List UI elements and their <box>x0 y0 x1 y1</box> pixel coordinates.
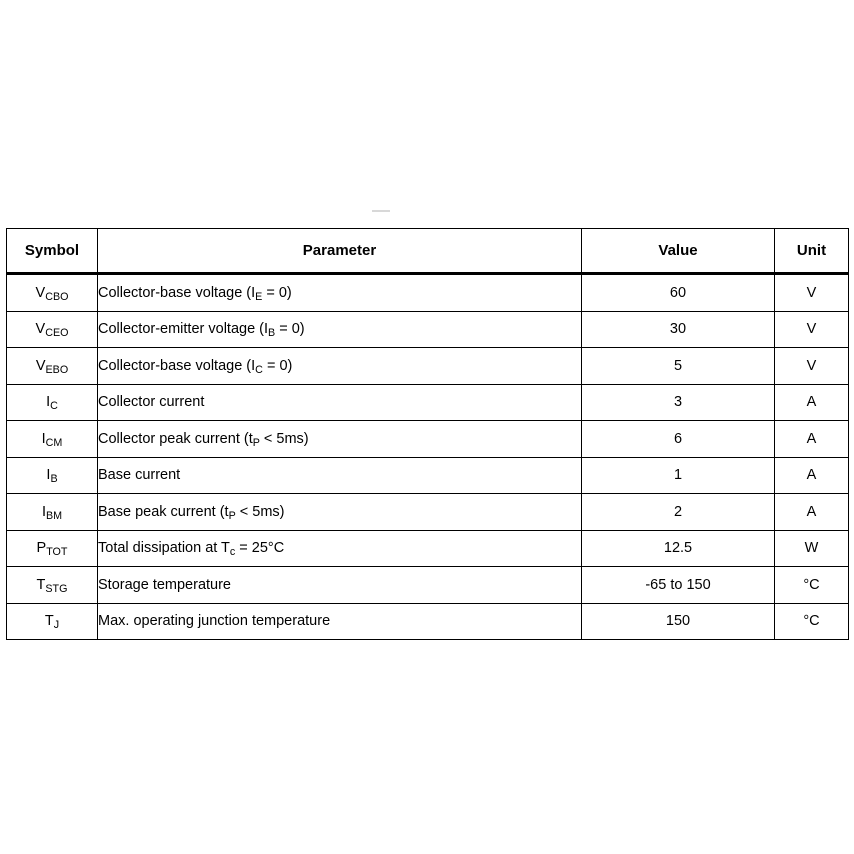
cell-unit: A <box>775 421 849 458</box>
parameter-text-suffix: < 5ms) <box>235 503 285 520</box>
cell-symbol <box>7 348 98 385</box>
parameter-text: Base current <box>98 467 181 484</box>
cell-symbol <box>7 603 98 640</box>
symbol-base: I <box>41 430 46 447</box>
cell-unit: V <box>775 348 849 385</box>
cell-parameter <box>98 494 582 531</box>
cell-unit: V <box>775 311 849 348</box>
cell-value: 12.5 <box>582 530 775 567</box>
cell-parameter <box>98 421 582 458</box>
symbol-subscript: BM <box>45 509 63 522</box>
table-row <box>7 457 849 494</box>
cell-symbol <box>7 494 98 531</box>
symbol-base: I <box>41 503 46 520</box>
cell-symbol <box>7 311 98 348</box>
parameter-text: Collector-base voltage (I <box>98 357 256 374</box>
table-body <box>7 274 849 640</box>
cell-unit: W <box>775 530 849 567</box>
parameter-text: Collector-emitter voltage (I <box>98 321 269 338</box>
cell-value: 5 <box>582 348 775 385</box>
cell-symbol <box>7 421 98 458</box>
cell-unit: °C <box>775 567 849 604</box>
symbol-base: T <box>36 576 46 593</box>
cell-symbol <box>7 567 98 604</box>
symbol-subscript: CM <box>45 436 63 449</box>
cell-unit: A <box>775 457 849 494</box>
parameter-text-suffix: < 5ms) <box>259 430 309 447</box>
symbol-subscript: B <box>50 473 58 486</box>
parameter-subscript: P <box>228 509 236 522</box>
cell-value: 2 <box>582 494 775 531</box>
symbol-subscript: J <box>53 619 60 632</box>
table-row <box>7 348 849 385</box>
parameter-text: Total dissipation at T <box>98 540 230 557</box>
symbol-base: V <box>35 284 46 301</box>
cell-symbol <box>7 274 98 312</box>
symbol-subscript: CEO <box>45 327 69 340</box>
absolute-maximum-ratings-table <box>6 228 848 640</box>
symbol-subscript: STG <box>45 582 68 595</box>
column-header-symbol: Symbol <box>7 229 98 274</box>
stray-scan-mark <box>372 210 390 212</box>
symbol-subscript: CBO <box>45 290 69 303</box>
cell-value: -65 to 150 <box>582 567 775 604</box>
cell-parameter <box>98 457 582 494</box>
symbol-base: V <box>35 357 46 374</box>
column-header-parameter: Parameter <box>98 229 582 274</box>
cell-parameter <box>98 530 582 567</box>
symbol-subscript: C <box>50 400 58 413</box>
table-header <box>7 229 849 274</box>
cell-unit: A <box>775 494 849 531</box>
table-row <box>7 530 849 567</box>
cell-value: 60 <box>582 274 775 312</box>
table-header-row <box>7 229 849 274</box>
table-row <box>7 384 849 421</box>
symbol-base: I <box>46 467 51 484</box>
cell-unit: A <box>775 384 849 421</box>
cell-parameter <box>98 384 582 421</box>
parameter-text-suffix: = 0) <box>262 284 292 301</box>
table-row <box>7 494 849 531</box>
cell-unit: V <box>775 274 849 312</box>
cell-symbol <box>7 384 98 421</box>
cell-symbol <box>7 530 98 567</box>
cell-value: 6 <box>582 421 775 458</box>
parameter-subscript: C <box>255 363 263 376</box>
parameter-text: Collector peak current (t <box>98 430 253 447</box>
symbol-base: T <box>44 613 54 630</box>
column-header-value: Value <box>582 229 775 274</box>
symbol-base: P <box>36 540 47 557</box>
cell-parameter <box>98 603 582 640</box>
parameter-subscript: c <box>229 546 236 559</box>
parameter-subscript: P <box>252 436 260 449</box>
cell-parameter <box>98 311 582 348</box>
symbol-base: I <box>46 394 51 411</box>
cell-parameter <box>98 274 582 312</box>
symbol-subscript: TOT <box>46 546 68 559</box>
parameter-text: Collector current <box>98 394 205 411</box>
parameter-text-suffix: = 25°C <box>235 540 285 557</box>
ratings-table <box>6 228 849 640</box>
cell-unit: °C <box>775 603 849 640</box>
table-row <box>7 567 849 604</box>
parameter-text-suffix: = 0) <box>275 321 305 338</box>
table-row <box>7 311 849 348</box>
parameter-text: Max. operating junction temperature <box>98 613 331 630</box>
cell-value: 1 <box>582 457 775 494</box>
cell-value: 3 <box>582 384 775 421</box>
cell-parameter <box>98 567 582 604</box>
table-row <box>7 274 849 312</box>
parameter-text: Base peak current (t <box>98 503 229 520</box>
symbol-base: V <box>35 321 46 338</box>
cell-value: 30 <box>582 311 775 348</box>
cell-symbol <box>7 457 98 494</box>
parameter-text: Storage temperature <box>98 576 231 593</box>
table-row <box>7 421 849 458</box>
table-row <box>7 603 849 640</box>
parameter-subscript: E <box>255 290 263 303</box>
parameter-text: Collector-base voltage (I <box>98 284 256 301</box>
cell-value: 150 <box>582 603 775 640</box>
parameter-text-suffix: = 0) <box>262 357 293 374</box>
cell-parameter <box>98 348 582 385</box>
symbol-subscript: EBO <box>45 363 69 376</box>
column-header-unit: Unit <box>775 229 849 274</box>
parameter-subscript: B <box>268 327 276 340</box>
